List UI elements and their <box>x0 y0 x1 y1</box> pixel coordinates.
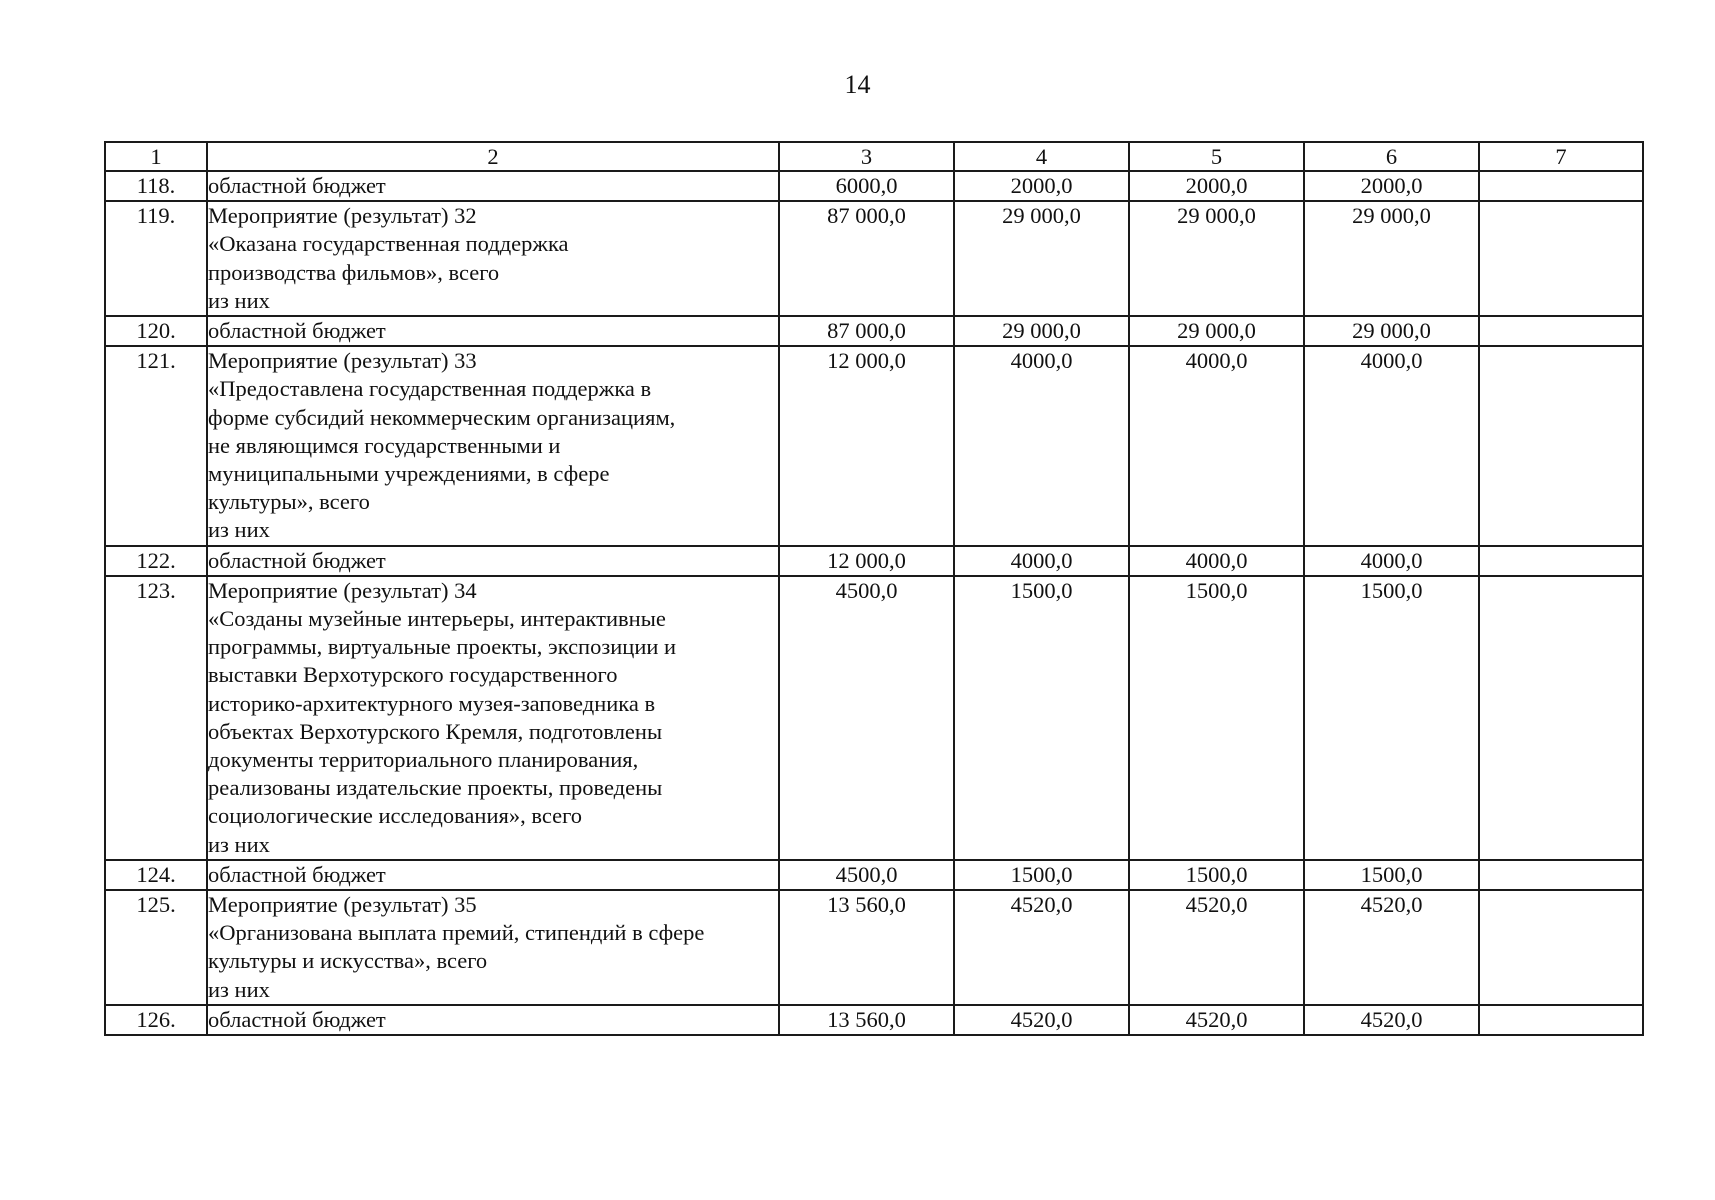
value-cell-col-6: 1500,0 <box>1304 576 1479 860</box>
value-cell-col-4: 29 000,0 <box>954 316 1129 346</box>
description-line: не являющимся государственными и <box>208 432 561 458</box>
description-line: социологические исследования», всего <box>208 803 582 829</box>
value-cell-col-5: 29 000,0 <box>1129 316 1304 346</box>
description-line: Мероприятие (результат) 35 <box>208 892 477 918</box>
value-cell-col-3: 12 000,0 <box>779 546 954 576</box>
value-cell-col-3: 12 000,0 <box>779 346 954 545</box>
row-number: 119. <box>105 201 207 316</box>
value-cell-col-5: 2000,0 <box>1129 171 1304 201</box>
description-line: Мероприятие (результат) 34 <box>208 577 477 603</box>
row-number: 121. <box>105 346 207 545</box>
description-line: областной бюджет <box>208 1006 386 1032</box>
table-body <box>105 171 1643 1035</box>
description-line: «Организована выплата премий, стипендий в сфере <box>208 920 705 946</box>
value-cell-col-7 <box>1479 576 1643 860</box>
value-cell-col-6: 29 000,0 <box>1304 201 1479 316</box>
table-row <box>105 860 1643 890</box>
table-row <box>105 546 1643 576</box>
row-description <box>207 171 779 201</box>
description-line: из них <box>208 976 270 1002</box>
header-row <box>105 142 1643 171</box>
value-cell-col-3: 87 000,0 <box>779 201 954 316</box>
value-cell-col-4: 4000,0 <box>954 346 1129 545</box>
column-header: 6 <box>1304 142 1479 171</box>
description-line: реализованы издательские проекты, проведены <box>208 775 663 801</box>
value-cell-col-7 <box>1479 346 1643 545</box>
column-header: 3 <box>779 142 954 171</box>
column-header: 7 <box>1479 142 1643 171</box>
value-cell-col-3: 13 560,0 <box>779 890 954 1005</box>
row-number: 123. <box>105 576 207 860</box>
description-line: культуры и искусства», всего <box>208 948 488 974</box>
value-cell-col-3: 4500,0 <box>779 860 954 890</box>
value-cell-col-5: 4000,0 <box>1129 546 1304 576</box>
value-cell-col-7 <box>1479 171 1643 201</box>
column-header: 2 <box>207 142 779 171</box>
row-number: 124. <box>105 860 207 890</box>
description-line: областной бюджет <box>208 318 386 344</box>
value-cell-col-7 <box>1479 316 1643 346</box>
description-line: из них <box>208 831 270 857</box>
value-cell-col-6: 4000,0 <box>1304 546 1479 576</box>
description-line: документы территориального планирования, <box>208 747 639 773</box>
row-description <box>207 890 779 1005</box>
value-cell-col-5: 4000,0 <box>1129 346 1304 545</box>
description-line: областной бюджет <box>208 173 386 198</box>
value-cell-col-7 <box>1479 890 1643 1005</box>
value-cell-col-5: 1500,0 <box>1129 576 1304 860</box>
value-cell-col-5: 29 000,0 <box>1129 201 1304 316</box>
value-cell-col-6: 2000,0 <box>1304 171 1479 201</box>
description-line: Мероприятие (результат) 32 <box>208 203 477 229</box>
row-description <box>207 576 779 860</box>
value-cell-col-4: 4520,0 <box>954 1005 1129 1035</box>
table-row <box>105 890 1643 1005</box>
row-description <box>207 316 779 346</box>
row-number: 122. <box>105 546 207 576</box>
row-description <box>207 201 779 316</box>
description-line: программы, виртуальные проекты, экспозиции и <box>208 634 677 660</box>
table-row <box>105 201 1643 316</box>
value-cell-col-4: 1500,0 <box>954 576 1129 860</box>
description-line: Мероприятие (результат) 33 <box>208 348 477 374</box>
value-cell-col-4: 29 000,0 <box>954 201 1129 316</box>
value-cell-col-5: 1500,0 <box>1129 860 1304 890</box>
row-description <box>207 1005 779 1035</box>
value-cell-col-3: 87 000,0 <box>779 316 954 346</box>
row-number: 120. <box>105 316 207 346</box>
row-number: 118. <box>105 171 207 201</box>
value-cell-col-7 <box>1479 860 1643 890</box>
value-cell-col-3: 6000,0 <box>779 171 954 201</box>
value-cell-col-6: 4000,0 <box>1304 346 1479 545</box>
value-cell-col-6: 4520,0 <box>1304 1005 1479 1035</box>
budget-table <box>104 141 1644 1036</box>
description-line: культуры», всего <box>208 489 370 515</box>
column-header: 4 <box>954 142 1129 171</box>
description-line: «Предоставлена государственная поддержка в <box>208 376 652 402</box>
value-cell-col-4: 4520,0 <box>954 890 1129 1005</box>
column-header: 5 <box>1129 142 1304 171</box>
value-cell-col-7 <box>1479 201 1643 316</box>
row-number: 126. <box>105 1005 207 1035</box>
value-cell-col-4: 2000,0 <box>954 171 1129 201</box>
row-number: 125. <box>105 890 207 1005</box>
description-line: форме субсидий некоммерческим организациям, <box>208 404 676 430</box>
value-cell-col-6: 29 000,0 <box>1304 316 1479 346</box>
description-line: «Созданы музейные интерьеры, интерактивные <box>208 606 666 632</box>
description-line: областной бюджет <box>208 861 386 887</box>
description-line: из них <box>208 287 270 313</box>
value-cell-col-3: 13 560,0 <box>779 1005 954 1035</box>
table-row <box>105 316 1643 346</box>
value-cell-col-3: 4500,0 <box>779 576 954 860</box>
description-line: муниципальными учреждениями, в сфере <box>208 461 610 487</box>
value-cell-col-4: 1500,0 <box>954 860 1129 890</box>
column-header: 1 <box>105 142 207 171</box>
page-number: 14 <box>844 70 871 99</box>
table-row <box>105 346 1643 545</box>
value-cell-col-7 <box>1479 1005 1643 1035</box>
description-line: областной бюджет <box>208 547 386 573</box>
description-line: объектах Верхотурского Кремля, подготовлены <box>208 718 663 744</box>
value-cell-col-6: 1500,0 <box>1304 860 1479 890</box>
value-cell-col-6: 4520,0 <box>1304 890 1479 1005</box>
row-description <box>207 860 779 890</box>
value-cell-col-7 <box>1479 546 1643 576</box>
value-cell-col-5: 4520,0 <box>1129 890 1304 1005</box>
description-line: производства фильмов», всего <box>208 259 500 285</box>
table-row <box>105 576 1643 860</box>
description-line: из них <box>208 517 270 543</box>
value-cell-col-5: 4520,0 <box>1129 1005 1304 1035</box>
description-line: выставки Верхотурского государственного <box>208 662 618 688</box>
row-description <box>207 346 779 545</box>
description-line: историко-архитектурного музея-заповедника в <box>208 690 656 716</box>
value-cell-col-4: 4000,0 <box>954 546 1129 576</box>
table-row <box>105 171 1643 201</box>
description-line: «Оказана государственная поддержка <box>208 231 569 257</box>
table-row <box>105 1005 1643 1035</box>
row-description <box>207 546 779 576</box>
